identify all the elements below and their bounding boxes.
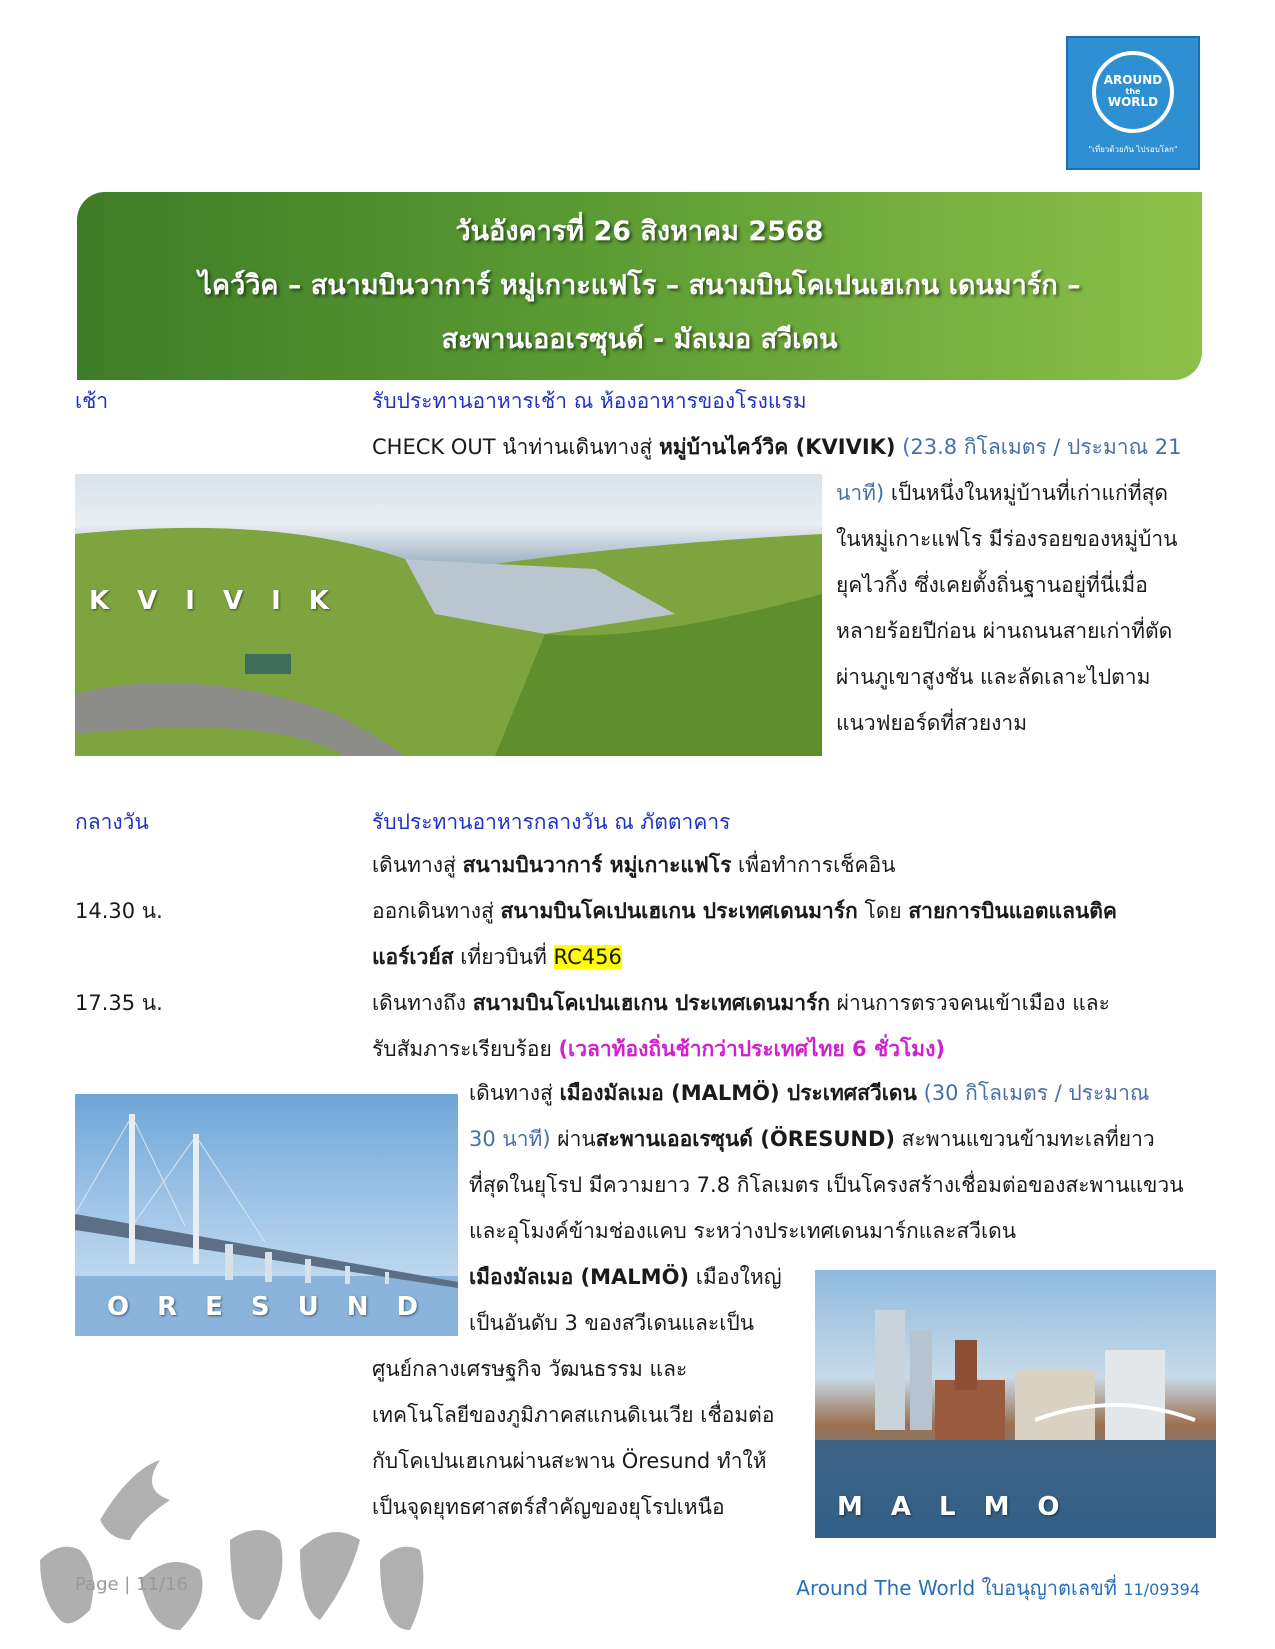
kvivik-paragraph-line-5: หลายร้อยปีก่อน ผ่านถนนสายเก่าที่ตัด <box>836 619 1173 643</box>
oresund-bridge-name: สะพานเออเรซุนด์ (ÖRESUND) <box>595 1127 895 1151</box>
page-number: Page | 11/16 <box>75 1574 188 1595</box>
text-span: เมืองใหญ่ <box>689 1265 782 1289</box>
flight-line-2 <box>372 934 622 980</box>
time-1430: 14.30 น. <box>75 899 163 923</box>
kvivik-photo-label: KVIVIK <box>89 586 357 616</box>
arrival-line-2 <box>372 1026 945 1072</box>
text-span: เดินทางสู่ <box>372 853 463 877</box>
malmo-line-1 <box>469 1070 1149 1116</box>
distance-note: (23.8 กิโลเมตร / ประมาณ 21 <box>895 435 1182 459</box>
footer-license-label: ใบอนุญาตเลขที่ <box>975 1576 1124 1600</box>
flight-number: RC456 <box>553 945 622 969</box>
oresund-photo <box>75 1094 458 1336</box>
oresund-photo-label: ORESUND <box>107 1292 447 1322</box>
distance-note: (30 กิโลเมตร / ประมาณ <box>916 1081 1150 1105</box>
footer-company-name: Around The World <box>796 1576 976 1600</box>
kvivik-paragraph-line-1 <box>372 424 1181 470</box>
text-span: เดินทางถึง <box>372 991 473 1015</box>
airline-name: สายการบินแอตแลนติค <box>908 899 1117 923</box>
malmo-line-3: ที่สุดในยุโรป มีความยาว 7.8 กิโลเมตร เป็นโครงสร้างเชื่อมต่อของสะพานแขวน <box>469 1173 1184 1197</box>
day-header-banner <box>77 192 1202 380</box>
day-route-line-1: ไคว์วิค – สนามบินวาการ์ หมู่เกาะแฟโร – สนามบินโคเปนเฮเกน เดนมาร์ก – <box>198 270 1081 301</box>
text-span: เที่ยวบินที่ <box>453 945 554 969</box>
arrival-line-1 <box>372 980 1110 1026</box>
malmo-line-4: และอุโมงค์ข้ามช่องแคบ ระหว่างประเทศเดนมาร์กและสวีเดน <box>469 1219 1017 1243</box>
kvivik-paragraph-line-2 <box>836 470 1168 516</box>
puffin-silhouettes-decoration <box>20 1430 450 1640</box>
text-span: โดย <box>857 899 909 923</box>
malmo-line-6: เป็นอันดับ 3 ของสวีเดนและเป็น <box>469 1311 755 1335</box>
text-span: CHECK OUT นำท่านเดินทางสู่ <box>372 435 659 459</box>
text-span: ผ่าน <box>550 1127 596 1151</box>
malmo-line-7: ศูนย์กลางเศรษฐกิจ วัฒนธรรม และ <box>372 1357 688 1381</box>
flight-line-1 <box>372 888 1117 934</box>
text-span: เดินทางสู่ <box>469 1081 560 1105</box>
text-span: สะพานแขวนข้ามทะเลที่ยาว <box>894 1127 1155 1151</box>
malmo-line-5 <box>469 1254 782 1300</box>
time-1735: 17.35 น. <box>75 991 163 1015</box>
time-difference-note: (เวลาท้องถิ่นช้ากว่าประเทศไทย 6 ชั่วโมง) <box>558 1037 945 1061</box>
kvivik-paragraph-line-7: แนวฟยอร์ดที่สวยงาม <box>836 711 1028 735</box>
logo-text-around: AROUND <box>1103 73 1163 87</box>
text-span: เพื่อทำการเช็คอิน <box>731 853 896 877</box>
malmo-line-2 <box>469 1116 1155 1162</box>
text-span: เป็นหนึ่งในหมู่บ้านที่เก่าแก่ที่สุด <box>884 481 1169 505</box>
meal-label-morning: เช้า <box>75 389 109 413</box>
text-span: ออกเดินทางสู่ <box>372 899 501 923</box>
meal-label-midday: กลางวัน <box>75 810 149 834</box>
duration-note: 30 นาที) <box>469 1127 551 1151</box>
kvivik-photo <box>75 474 822 756</box>
company-logo <box>1066 36 1200 170</box>
footer-license <box>796 1572 1200 1604</box>
vagar-line <box>372 842 896 888</box>
malmo-line-8: เทคโนโลยีของภูมิภาคสแกนดิเนเวีย เชื่อมต่อ <box>372 1403 775 1427</box>
duration-note: นาที) <box>836 481 885 505</box>
kvivik-name: หมู่บ้านไคว์วิค (KVIVIK) <box>658 435 896 459</box>
text-span: ผ่านการตรวจคนเข้าเมือง และ <box>830 991 1110 1015</box>
copenhagen-airport: สนามบินโคเปนเฮเกน ประเทศเดนมาร์ก <box>500 899 858 923</box>
logo-text-world: WORLD <box>1107 95 1159 109</box>
malmo-city-name: เมืองมัลเมอ (MALMÖ) <box>469 1265 690 1289</box>
malmo-line-10: เป็นจุดยุทธศาสตร์สำคัญของยุโรปเหนือ <box>372 1495 725 1519</box>
malmo-line-9: กับโคเปนเฮเกนผ่านสะพาน Öresund ทำให้ <box>372 1449 767 1473</box>
day-route-line-2: สะพานเออเรซุนด์ - มัลเมอ สวีเดน <box>441 324 838 355</box>
malmo-photo <box>815 1270 1216 1538</box>
malmo-city: เมืองมัลเมอ (MALMÖ) ประเทศสวีเดน <box>559 1081 917 1105</box>
logo-ring <box>1092 51 1174 133</box>
footer-license-number: 11/09394 <box>1123 1580 1200 1599</box>
day-date-title: วันอังคารที่ 26 สิงหาคม 2568 <box>455 216 824 247</box>
text-span: รับสัมภาระเรียบร้อย <box>372 1037 559 1061</box>
malmo-photo-label: MALMO <box>837 1492 1088 1522</box>
lunch-heading: รับประทานอาหารกลางวัน ณ ภัตตาคาร <box>372 810 731 834</box>
kvivik-paragraph-line-3: ในหมู่เกาะแฟโร มีร่องรอยของหมู่บ้าน <box>836 527 1178 551</box>
breakfast-heading: รับประทานอาหารเช้า ณ ห้องอาหารของโรงแรม <box>372 389 807 413</box>
airline-name-cont: แอร์เวย์ส <box>372 945 454 969</box>
vagar-airport: สนามบินวาการ์ หมู่เกาะแฟโร <box>462 853 732 877</box>
logo-tagline: "เที่ยวด้วยกัน ไปรอบโลก" <box>1088 144 1178 154</box>
kvivik-paragraph-line-6: ผ่านภูเขาสูงชัน และลัดเลาะไปตาม <box>836 665 1151 689</box>
logo-text-the: the <box>1125 87 1141 96</box>
copenhagen-airport-arrival: สนามบินโคเปนเฮเกน ประเทศเดนมาร์ก <box>472 991 830 1015</box>
kvivik-paragraph-line-4: ยุคไวกิ้ง ซึ่งเคยตั้งถิ่นฐานอยู่ที่นี่เมื่อ <box>836 573 1148 597</box>
